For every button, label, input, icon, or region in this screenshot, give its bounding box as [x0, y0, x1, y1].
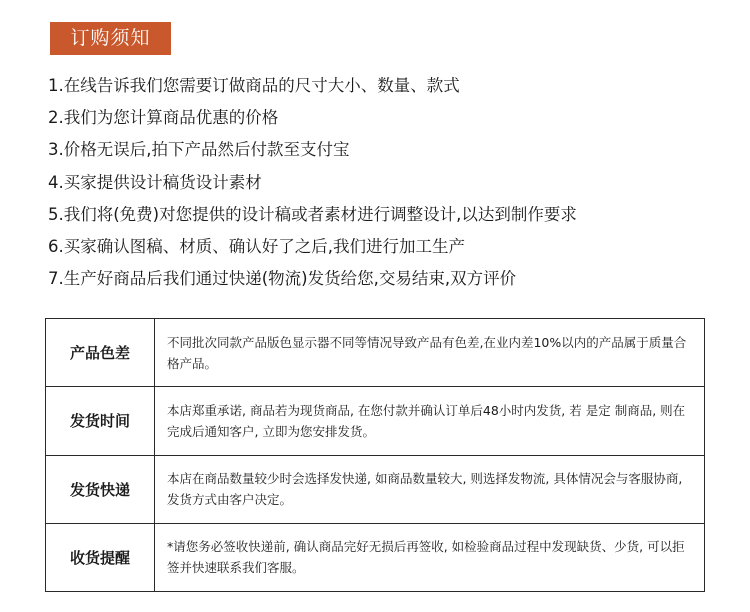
note-label-receipt-reminder: 收货提醒 — [46, 523, 155, 591]
order-steps-list — [48, 70, 728, 295]
order-step-5: 5.我们将(免费)对您提供的设计稿或者素材进行调整设计,以达到制作要求 — [48, 204, 577, 224]
note-label-color-difference: 产品色差 — [46, 319, 155, 387]
note-text-color-difference: 不同批次同款产品版色显示器不同等情况导致产品有色差,在业内差10%以内的产品属于质量合格产品。 — [155, 319, 705, 387]
order-step-6: 6.买家确认图稿、材质、确认好了之后,我们进行加工生产 — [48, 236, 465, 256]
section-title: 订购须知 — [50, 22, 171, 55]
note-label-shipping-express: 发货快递 — [46, 455, 155, 523]
note-text-shipping-express: 本店在商品数量较少时会选择发快递, 如商品数量较大, 则选择发物流, 具体情况会与客服协商, 发货方式由客户决定。 — [155, 455, 705, 523]
note-row-receipt-reminder — [46, 523, 705, 591]
order-step-7: 7.生产好商品后我们通过快递(物流)发货给您,交易结束,双方评价 — [48, 269, 517, 289]
note-text-shipping-time: 本店郑重承诺, 商品若为现货商品, 在您付款并确认订单后48小时内发货, 若 是定 制商品, 则在完成后通知客户, 立即为您安排发货。 — [155, 387, 705, 455]
note-row-color-difference — [46, 319, 705, 387]
order-step-2: 2.我们为您计算商品优惠的价格 — [48, 108, 279, 128]
order-step-1: 1.在线告诉我们您需要订做商品的尺寸大小、数量、款式 — [48, 76, 460, 95]
note-label-shipping-time: 发货时间 — [46, 387, 155, 455]
notes-table — [45, 318, 705, 592]
note-text-receipt-reminder: *请您务必签收快递前, 确认商品完好无损后再签收, 如检验商品过程中发现缺货、少货, 可以拒签并快速联系我们客服。 — [155, 523, 705, 591]
note-row-shipping-express — [46, 455, 705, 523]
order-step-4: 4.买家提供设计稿货设计素材 — [48, 172, 262, 192]
note-row-shipping-time — [46, 387, 705, 455]
order-step-3: 3.价格无误后,拍下产品然后付款至支付宝 — [48, 140, 350, 160]
